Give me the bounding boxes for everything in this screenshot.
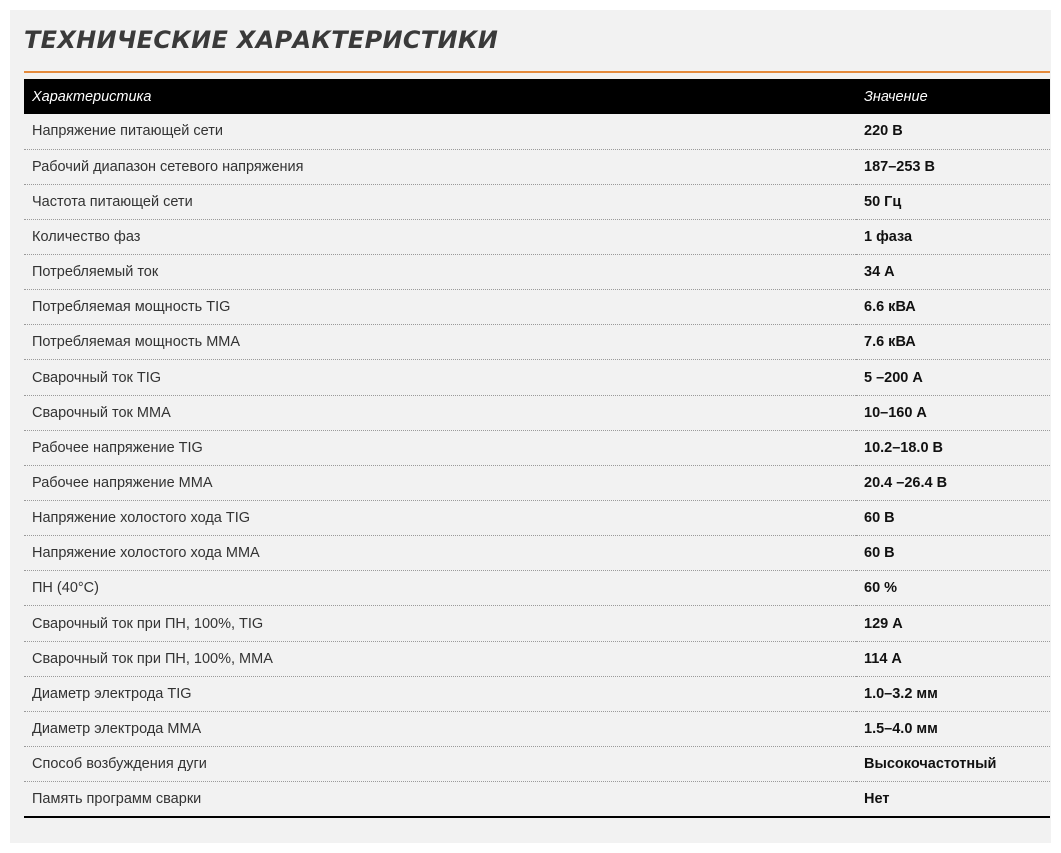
spec-name: Потребляемый ток — [24, 255, 856, 290]
table-row — [24, 184, 1050, 219]
spec-name: Сварочный ток при ПН, 100%, TIG — [24, 606, 856, 641]
spec-value: 1.5–4.0 мм — [856, 711, 1050, 746]
spec-value: 7.6 кВА — [856, 325, 1050, 360]
table-row — [24, 571, 1050, 606]
table-row — [24, 536, 1050, 571]
spec-name: Диаметр электрода MMA — [24, 711, 856, 746]
spec-value: 5 –200 А — [856, 360, 1050, 395]
page-title: ТЕХНИЧЕСКИЕ ХАРАКТЕРИСТИКИ — [24, 26, 499, 54]
table-row — [24, 219, 1050, 254]
specs-table — [24, 79, 1050, 818]
spec-name: Память программ сварки — [24, 782, 856, 817]
spec-name: Напряжение холостого хода MMA — [24, 536, 856, 571]
header-name: Характеристика — [32, 88, 152, 105]
table-row — [24, 395, 1050, 430]
spec-value: 187–253 В — [856, 149, 1050, 184]
spec-value: 50 Гц — [856, 184, 1050, 219]
spec-name: Потребляемая мощность MMA — [24, 325, 856, 360]
table-row — [24, 747, 1050, 782]
title-divider — [24, 71, 1050, 73]
spec-name: Рабочее напряжение TIG — [24, 430, 856, 465]
table-header — [24, 79, 1050, 114]
spec-name: Сварочный ток MMA — [24, 395, 856, 430]
spec-value: 60 В — [856, 536, 1050, 571]
spec-name: Сварочный ток при ПН, 100%, MMA — [24, 641, 856, 676]
spec-name: Напряжение питающей сети — [24, 114, 856, 149]
spec-name: Количество фаз — [24, 219, 856, 254]
table-row — [24, 641, 1050, 676]
spec-value: 220 В — [856, 114, 1050, 149]
spec-value: 1 фаза — [856, 219, 1050, 254]
table-row — [24, 114, 1050, 149]
table-row — [24, 465, 1050, 500]
spec-value: Нет — [856, 782, 1050, 817]
spec-name: Напряжение холостого хода TIG — [24, 501, 856, 536]
table-row — [24, 606, 1050, 641]
spec-value: 129 А — [856, 606, 1050, 641]
table-row — [24, 430, 1050, 465]
spec-value: 60 % — [856, 571, 1050, 606]
spec-name: Сварочный ток TIG — [24, 360, 856, 395]
spec-name: Потребляемая мощность TIG — [24, 290, 856, 325]
header-value: Значение — [864, 88, 928, 105]
table-body — [24, 114, 1050, 817]
spec-value: 6.6 кВА — [856, 290, 1050, 325]
spec-value: 10–160 А — [856, 395, 1050, 430]
spec-value: 114 А — [856, 641, 1050, 676]
spec-value: Высокочастотный — [856, 747, 1050, 782]
spec-value: 20.4 –26.4 В — [856, 465, 1050, 500]
spec-name: Рабочий диапазон сетевого напряжения — [24, 149, 856, 184]
spec-value: 60 В — [856, 501, 1050, 536]
table-row — [24, 255, 1050, 290]
spec-value: 10.2–18.0 В — [856, 430, 1050, 465]
table-row — [24, 711, 1050, 746]
spec-name: Способ возбуждения дуги — [24, 747, 856, 782]
spec-name: Диаметр электрода TIG — [24, 676, 856, 711]
table-row — [24, 360, 1050, 395]
spec-name: ПН (40°C) — [24, 571, 856, 606]
table-row — [24, 782, 1050, 817]
table-row — [24, 149, 1050, 184]
spec-value: 34 А — [856, 255, 1050, 290]
spec-name: Рабочее напряжение MMA — [24, 465, 856, 500]
table-header-row — [24, 79, 1050, 114]
table-row — [24, 290, 1050, 325]
table-row — [24, 501, 1050, 536]
table-row — [24, 676, 1050, 711]
spec-name: Частота питающей сети — [24, 184, 856, 219]
spec-value: 1.0–3.2 мм — [856, 676, 1050, 711]
table-row — [24, 325, 1050, 360]
